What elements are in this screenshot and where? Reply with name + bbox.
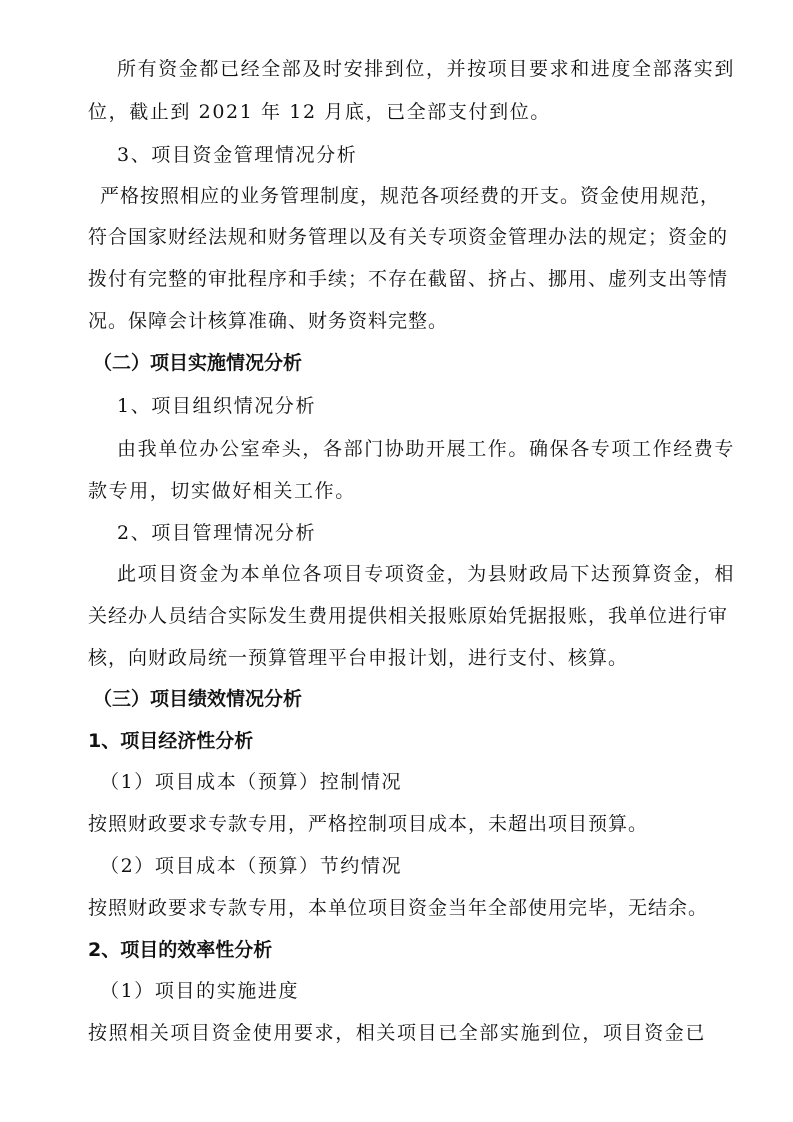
section-heading: 2、项目的效率性分析 xyxy=(88,939,273,961)
section-heading: （三）项目绩效情况分析 xyxy=(93,688,303,710)
paragraph-line: 位，截止到 2021 年 12 月底，已全部支付到位。 xyxy=(88,101,551,123)
paragraph-line: 拨付有完整的审批程序和手续；不存在截留、挤占、挪用、虚列支出等情 xyxy=(88,268,729,290)
paragraph-line: 按照财政要求专款专用，本单位项目资金当年全部使用完毕，无结余。 xyxy=(88,897,709,919)
paragraph-line: 此项目资金为本单位各项目专项资金，为县财政局下达预算资金，相 xyxy=(117,563,736,585)
paragraph-line: 况。保障会计核算准确、财务资料完整。 xyxy=(88,310,449,332)
paragraph-line: 1、项目组织情况分析 xyxy=(117,395,317,417)
section-heading: 1、项目经济性分析 xyxy=(88,730,254,752)
paragraph-line: 按照相关项目资金使用要求，相关项目已全部实施到位，项目资金已 xyxy=(88,1022,707,1044)
paragraph-line: 符合国家财经法规和财务管理以及有关专项资金管理办法的规定；资金的 xyxy=(88,226,729,248)
paragraph-line: （2）项目成本（预算）节约情况 xyxy=(100,855,403,877)
paragraph-line: （1）项目的实施进度 xyxy=(100,980,300,1002)
paragraph-line: 2、项目管理情况分析 xyxy=(117,522,317,544)
paragraph-line: 3、项目资金管理情况分析 xyxy=(117,144,358,166)
paragraph-line: 核，向财政局统一预算管理平台申报计划，进行支付、核算。 xyxy=(88,647,629,669)
paragraph-line: 款专用，切实做好相关工作。 xyxy=(88,480,356,502)
paragraph-line: 严格按照相应的业务管理制度，规范各项经费的开支。资金使用规范， xyxy=(100,185,721,207)
section-heading: （二）项目实施情况分析 xyxy=(93,352,303,374)
paragraph-line: 关经办人员结合实际发生费用提供相关报账原始凭据报账，我单位进行审 xyxy=(88,605,729,627)
paragraph-line: （1）项目成本（预算）控制情况 xyxy=(100,771,403,793)
paragraph-line: 由我单位办公室牵头，各部门协助开展工作。确保各专项工作经费专 xyxy=(117,438,736,460)
paragraph-line: 所有资金都已经全部及时安排到位，并按项目要求和进度全部落实到 xyxy=(117,58,736,80)
paragraph-line: 按照财政要求专款专用，严格控制项目成本，未超出项目预算。 xyxy=(88,813,649,835)
